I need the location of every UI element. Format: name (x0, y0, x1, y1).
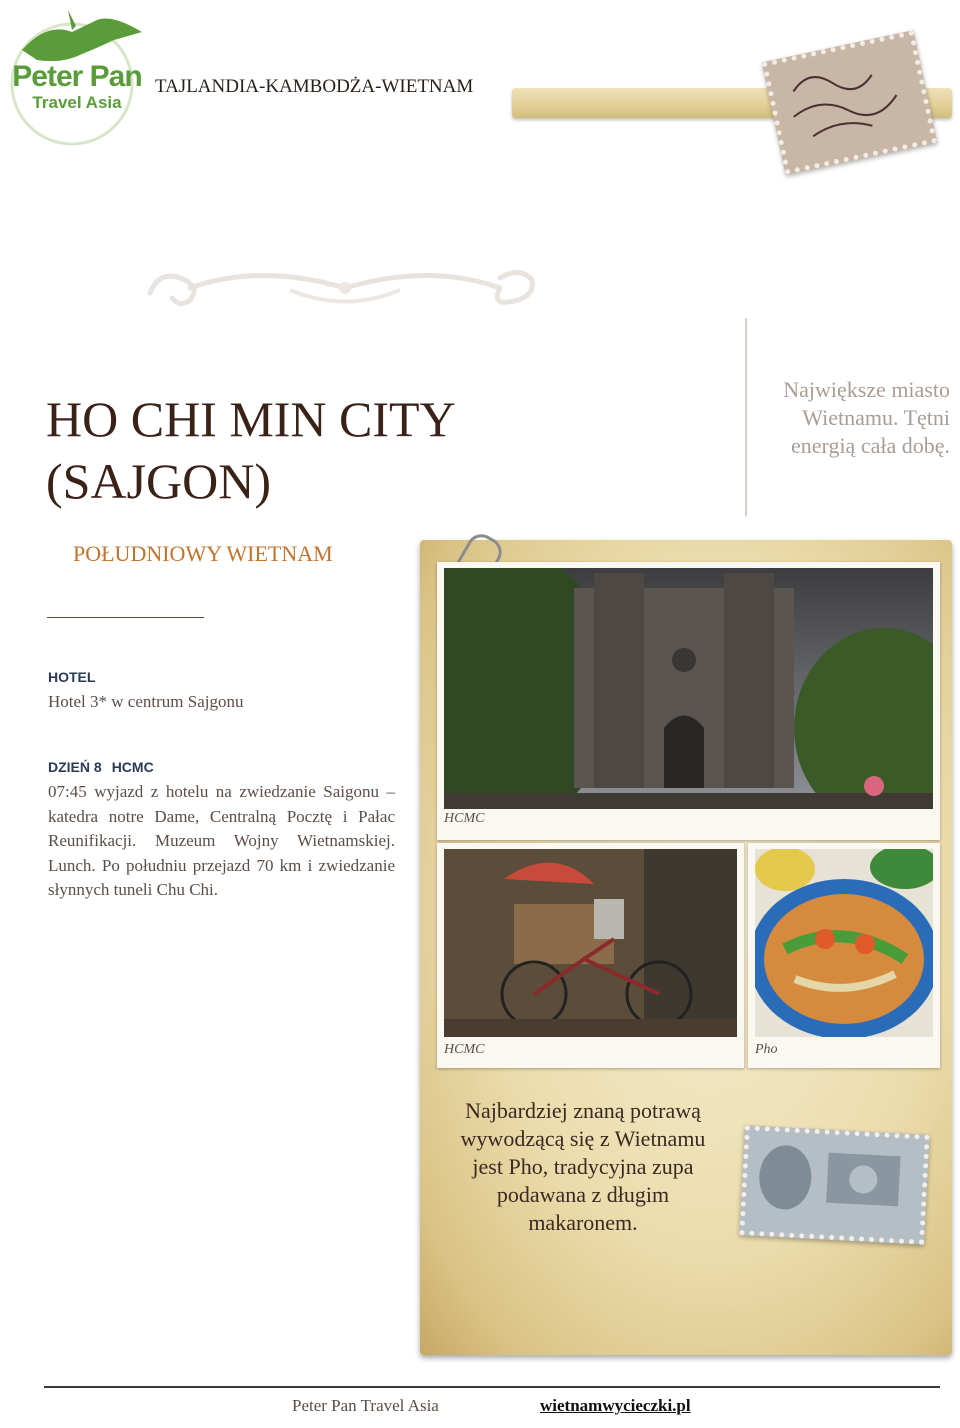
logo-line1: Peter Pan (12, 60, 142, 93)
photo-caption-1: HCMC (444, 811, 485, 826)
footer-website-link[interactable]: wietnamwycieczki.pl (540, 1396, 691, 1415)
photo-bicycle (444, 849, 737, 1037)
logo (2, 2, 147, 147)
photo-cathedral (444, 568, 933, 809)
day-label (48, 759, 154, 775)
page-title (46, 388, 456, 512)
photo-card-cathedral (437, 562, 940, 840)
photo-caption-3: Pho (755, 1042, 778, 1057)
logo-text (12, 62, 142, 111)
pho-note: Najbardziej znaną potrawą wywodzącą się z Wietnamu jest Pho, tradycyjna zupa podawana z długim makaronem. (460, 1098, 706, 1235)
footer-brand: Peter Pan Travel Asia (292, 1396, 439, 1415)
photo-caption-2: HCMC (444, 1042, 485, 1057)
photo-card-pho (748, 843, 940, 1068)
day-description: 07:45 wyjazd z hotelu na zwiedzanie Saigonu – katedra notre Dame, Centralną Pocztę i Pałac Reunifikacji. Muzeum Wojny Wietnamskiej. Lunch. Po południu przejazd 70 km i zwiedzanie słynnych tuneli Chu Chi. (48, 782, 395, 899)
photo-card-bicycle (437, 843, 744, 1068)
tagline: Największe miasto Wietnamu. Tętni energią cała dobę. (783, 377, 950, 458)
day-city: HCMC (111, 759, 154, 775)
photo-pho (755, 849, 933, 1037)
route-title: TAJLANDIA-KAMBODŻA-WIETNAM (155, 76, 474, 97)
page-title-line1: HO CHI MIN CITY (46, 391, 456, 447)
region-heading: POŁUDNIOWY WIETNAM (73, 541, 333, 566)
logo-line2: Travel Asia (32, 93, 122, 112)
vintage-stamp-icon (739, 1125, 930, 1245)
hotel-text: Hotel 3* w centrum Sajgonu (48, 692, 244, 711)
page-title-line2: (SAJGON) (46, 453, 271, 509)
ornament-flourish-icon (140, 258, 550, 318)
footer-divider (44, 1386, 940, 1388)
divider-short (47, 617, 204, 618)
postage-stamp-icon (762, 30, 938, 175)
day-number: DZIEŃ 8 (48, 759, 102, 775)
hotel-label: HOTEL (48, 669, 96, 685)
divider-vertical (745, 318, 747, 516)
